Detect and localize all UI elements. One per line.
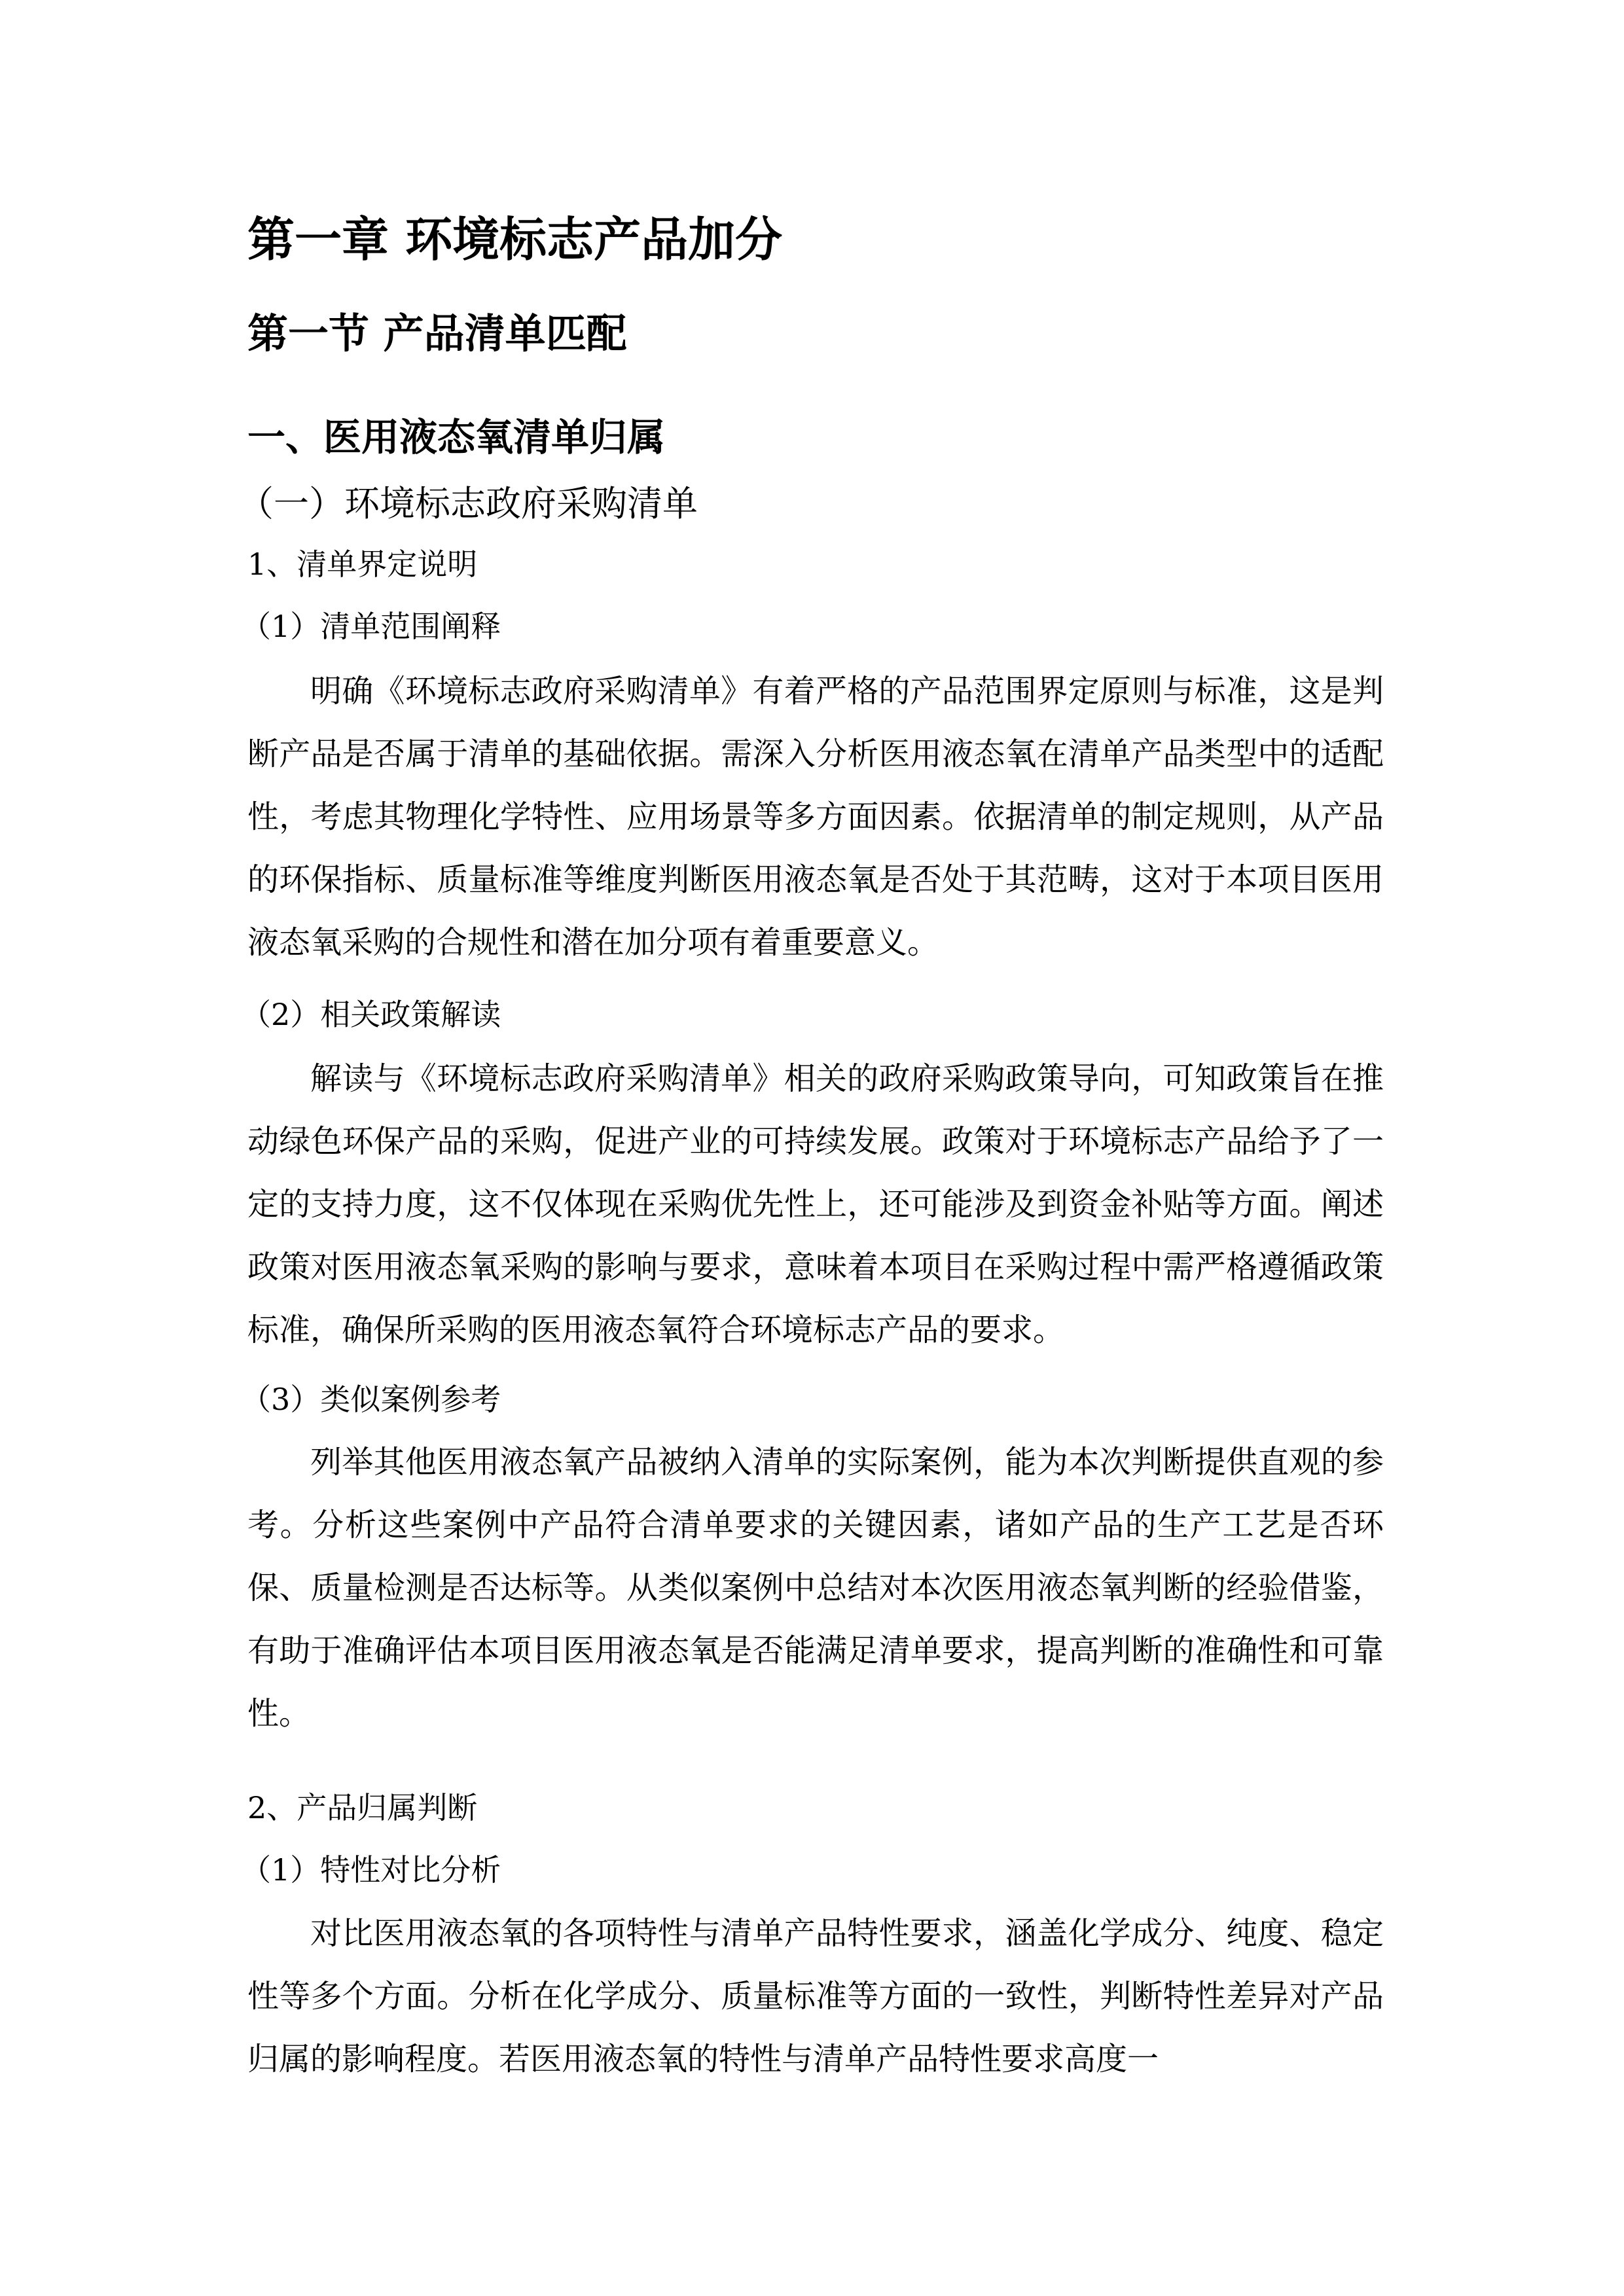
- paragraph: 对比医用液态氧的各项特性与清单产品特性要求，涵盖化学成分、纯度、稳定性等多个方面。分析在化学成分、质量标准等方面的一致性，判断特性差异对产品归属的影响程度。若医用液态氧的特性与清单产品特性要求高度一: [247, 1915, 1384, 2077]
- paragraph: 列举其他医用液态氧产品被纳入清单的实际案例，能为本次判断提供直观的参考。分析这些案例中产品符合清单要求的关键因素，诸如产品的生产工艺是否环保、质量检测是否达标等。从类似案例中总结对本次医用液态氧判断的经验借鉴，有助于准确评估本项目医用液态氧是否能满足清单要求，提高判断的准确性和可靠性。: [247, 1444, 1384, 1732]
- item-title: 2、产品归属判断: [247, 1790, 478, 1825]
- subitem-title: （1）特性对比分析: [241, 1852, 501, 1888]
- subpart-title: （一）环境标志政府采购清单: [238, 483, 698, 524]
- subitem-title: （1）清单范围阐释: [241, 609, 501, 644]
- paragraph: 明确《环境标志政府采购清单》有着严格的产品范围界定原则与标准，这是判断产品是否属于清单的基础依据。需深入分析医用液态氧在清单产品类型中的适配性，考虑其物理化学特性、应用场景等多方面因素。依据清单的制定规则，从产品的环保指标、质量标准等维度判断医用液态氧是否处于其范畴，这对于本项目医用液态氧采购的合规性和潜在加分项有着重要意义。: [247, 673, 1384, 961]
- subitem-title: （3）类似案例参考: [241, 1382, 501, 1417]
- part-title: 一、医用液态氧清单归属: [247, 415, 666, 459]
- subitem-title: （2）相关政策解读: [241, 997, 501, 1032]
- section-title: 第一节 产品清单匹配: [247, 310, 627, 357]
- chapter-title: 第一章 环境标志产品加分: [247, 212, 783, 267]
- item-title: 1、清单界定说明: [247, 547, 478, 582]
- paragraph: 解读与《环境标志政府采购清单》相关的政府采购政策导向，可知政策旨在推动绿色环保产品的采购，促进产业的可持续发展。政策对于环境标志产品给予了一定的支持力度，这不仅体现在采购优先性上，还可能涉及到资金补贴等方面。阐述政策对医用液态氧采购的影响与要求，意味着本项目在采购过程中需严格遵循政策标准，确保所采购的医用液态氧符合环境标志产品的要求。: [247, 1060, 1384, 1348]
